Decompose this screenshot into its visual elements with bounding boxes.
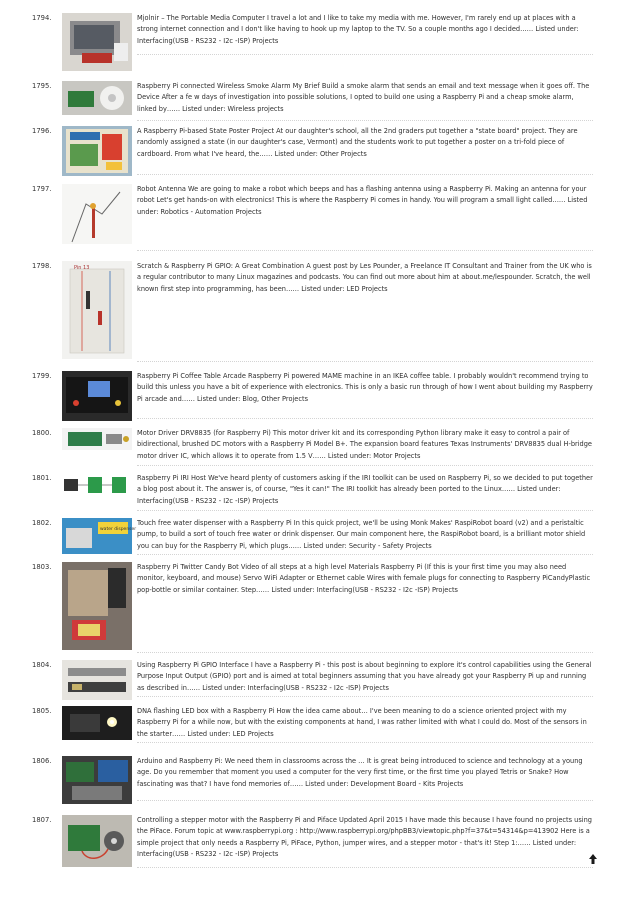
gpio-cable-photo-icon[interactable] — [62, 660, 132, 700]
divider — [137, 510, 593, 511]
entry-number: 1801. — [32, 474, 52, 482]
entry-description[interactable]: Raspberry Pi IRI Host We've heard plenty of customers asking if the IRI toolkit can be used on Raspberry Pi, so we decided to put together a blog post about it. The answer is, of course, "Yes it can!" The IRI toolkit has already been ported to the Linux…… Listed under: Interfacing(USB - RS232 - I2c -ISP) Projects — [137, 474, 593, 505]
entry-number: 1794. — [32, 14, 52, 22]
divider — [137, 120, 593, 121]
smoke-alarm-photo-icon[interactable] — [62, 81, 132, 115]
candy-bot-photo-icon[interactable] — [62, 562, 132, 650]
entry-number: 1797. — [32, 185, 52, 193]
entry-description[interactable]: Mjolnir – The Portable Media Computer I travel a lot and I like to take my media with me. However, I'm rarely end up at places with a strong internet connection and I don't like having to hook up my laptop to the TV. So a couple months ago I decided…… Listed under: Interfacing(USB - RS232 - I2c -ISP) Projects — [137, 14, 579, 45]
led-box-photo-icon[interactable] — [62, 706, 132, 740]
entry-number: 1803. — [32, 563, 52, 571]
entry-description[interactable]: A Raspberry Pi-based State Poster Project At our daughter's school, all the 2nd graders put together a "state board" project. They are randomly assigned a state (in our daughter's case, Vermont) and the students work to put together a poster on a tri-fold piece of cardboard. From what I've heard, the…… Listed under: Other Projects — [137, 127, 578, 158]
divider — [137, 554, 593, 555]
divider — [137, 250, 593, 251]
breadboard-gpio-photo-icon[interactable] — [62, 261, 132, 359]
svg-text:Pin 13: Pin 13 — [74, 265, 90, 271]
divider — [137, 465, 593, 466]
classroom-boards-photo-icon[interactable] — [62, 756, 132, 804]
motor-driver-board-photo-icon[interactable] — [62, 428, 132, 450]
entry-number: 1796. — [32, 127, 52, 135]
entry-number: 1804. — [32, 661, 52, 669]
entry-description[interactable]: Touch free water dispenser with a Raspberry Pi In this quick project, we'll be using Monk Makes' RaspiRobot board (v2) and a peristaltic pump, to build a sort of touch free water or drink dispenser. Our main component here, the RaspiRobot board, is a brilliant motor shield you can buy for the Raspberry Pi, which plugs…… Listed under: Security - Safety Projects — [137, 519, 586, 550]
arcade-table-photo-icon[interactable] — [62, 371, 132, 421]
water-dispenser-photo-icon[interactable] — [62, 518, 137, 554]
iri-host-diagram-icon[interactable] — [62, 473, 132, 497]
entry-description[interactable]: Raspberry Pi connected Wireless Smoke Alarm My Brief Build a smoke alarm that sends an email and text message when it goes off. The Device After a fe w days of investigation into possible solutions, I opted to build one using a Raspberry Pi and a cheap smoke alarm, linked by…… Listed under: Wireless projects — [137, 82, 590, 113]
entry-description[interactable]: Arduino and Raspberry Pi: We need them in classrooms across the … It is great being introduced to science and technology at a young age. Do you remember that moment you used a computer for the very first time, or the first time you played Tetris or Snake? How fascinating was that? I have fond memories of…… Listed under: Development Board - Kits Projects — [137, 757, 583, 788]
entry-number: 1799. — [32, 372, 52, 380]
entry-number: 1805. — [32, 707, 52, 715]
stepper-motor-photo-icon[interactable] — [62, 815, 132, 867]
divider — [137, 867, 593, 868]
entry-description[interactable]: DNA flashing LED box with a Raspberry Pi How the idea came about… I've been meaning to do a science oriented project with my Raspberry Pi for a while now, but with the existing components at hand, I was rather limited with what I could do. Most of the sensors in the starter…… Listed under: LED Projects — [137, 707, 587, 738]
entry-description[interactable]: Using Raspberry Pi GPIO Interface I have a Raspberry Pi - this post is about beginning to explore it's control capabilities using the General Purpose Input Output (GPIO) port and is aimed at total beginners assuming that you have already got your Raspberry Pi up and running as described in…… Listed under: Interfacing(USB - RS232 - I2c -ISP) Projects — [137, 661, 592, 692]
divider — [137, 742, 593, 743]
up-arrow-icon[interactable] — [588, 850, 598, 862]
divider — [137, 361, 593, 362]
entry-number: 1795. — [32, 82, 52, 90]
entry-description[interactable]: Raspberry Pi Coffee Table Arcade Raspberry Pi powered MAME machine in an IKEA coffee table. I probably wouldn't recommend trying to build this unless you have a bit of experience with electronics. This is only a basic run through of how I went about building my Raspberry Pi arcade and…… Listed under: Blog, Other Projects — [137, 372, 593, 403]
entry-number: 1802. — [32, 519, 52, 527]
entry-description[interactable]: Scratch & Raspberry Pi GPIO: A Great Combination A guest post by Les Pounder, a Freelance IT Consultant and Trainer from the UK who is a regular contributor to many Linux magazines and podcasts. You can find out more about him at about.me/lespounder. Scratch, the well known first step into programming, has been…… Listed under: LED Projects — [137, 262, 592, 293]
divider — [137, 800, 593, 801]
entry-description[interactable]: Motor Driver DRV8835 (for Raspberry Pi) This motor driver kit and its corresponding Python library make it easy to control a pair of bidirectional, brushed DC motors with a Raspberry Pi Model B+. The expansion board features Texas Instruments' DRV8835 dual H-bridge motor driver IC, which allows it to operate from 1.5 V…… Listed under: Motor Projects — [137, 429, 592, 460]
svg-text:water dispenser: water dispenser — [100, 527, 137, 532]
divider — [137, 696, 593, 697]
divider — [137, 54, 593, 55]
media-computer-photo-icon[interactable] — [62, 13, 132, 71]
entry-number: 1798. — [32, 262, 52, 270]
entry-description[interactable]: Raspberry Pi Twitter Candy Bot Video of all steps at a high level Materials Raspberry Pi (If this is your first time you may also need monitor, keyboard, and mouse) Servo WiFi Adapter or Ethernet cable Wires with female plugs for connecting to Raspberry PiCandyPlastic pop-bottle or similar container. Step…… Listed under: Interfacing(USB - RS232 - I2c -ISP) Projects — [137, 563, 591, 594]
entry-number: 1800. — [32, 429, 52, 437]
entry-number: 1807. — [32, 816, 52, 824]
entry-description[interactable]: Robot Antenna We are going to make a robot which beeps and has a flashing antenna using a Raspberry Pi. Making an antenna for your robot Let's get hands-on with electronics! This is where the Raspberry Pi comes in handy. You will program a small light called…… Listed under: Robotics - Automation Projects — [137, 185, 588, 216]
divider — [137, 174, 593, 175]
vermont-poster-photo-icon[interactable] — [62, 126, 132, 176]
entry-number: 1806. — [32, 757, 52, 765]
divider — [137, 418, 593, 419]
entry-description[interactable]: Controlling a stepper motor with the Raspberry Pi and Piface Updated April 2015 I have made this because I have found no projects using the PiFace. Forum topic at www.raspberrypi.org : http://www.raspberrypi.org/phpBB3/viewtopic.php?f=37&t=54314&p=413902 Here is a simple project that only needs a Raspberry Pi, PiFace, Python, jumper wires, and a stepper motor - that's it! Step 1:…… Listed under: Interfacing(USB - RS232 - I2c -ISP) Projects — [137, 816, 592, 858]
divider — [137, 652, 593, 653]
robot-antenna-sketch-icon[interactable] — [62, 184, 132, 244]
